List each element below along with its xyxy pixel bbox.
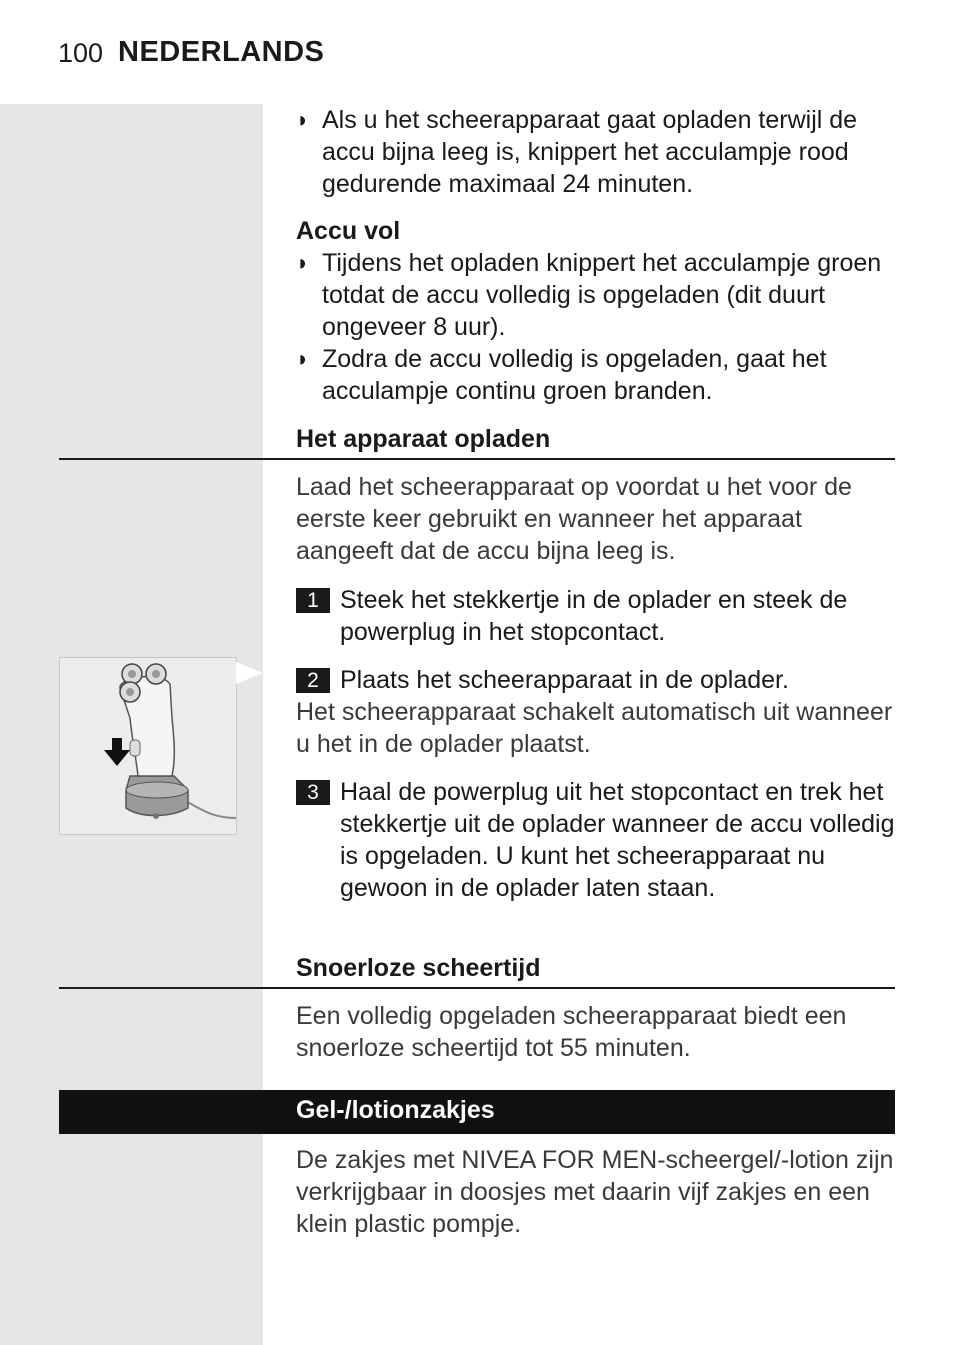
step-text: Steek het stekkertje in de oplader en steek de powerplug in het stopcontact. [340,586,848,646]
step-note: Het scheerapparaat schakelt automatisch uit wanneer u het in de oplader plaatst. [296,698,893,758]
bullet-text: Zodra de accu volledig is opgeladen, gaat het acculampje continu groen branden. [322,345,827,405]
gel-text: De zakjes met NIVEA FOR MEN-scheergel/-lotion zijn verkrijgbaar in doosjes met daarin vijf zakjes en een klein plastic pompje. [296,1146,894,1238]
top-bullet-block [296,104,896,200]
step-number-badge: 1 [296,588,330,613]
bullet-triangle-icon: ◗ [296,107,310,132]
bullet-text: Tijdens het opladen knippert het acculampje groen totdat de accu volledig is opgeladen (dit duurt ongeveer 8 uur). [322,249,882,341]
snoerloze-text: Een volledig opgeladen scheerapparaat biedt een snoerloze scheertijd tot 55 minuten. [296,1002,847,1062]
bullet-item [296,247,896,343]
step-1 [296,584,896,648]
step-text: Plaats het scheerapparaat in de oplader. [340,666,789,694]
bullet-item [296,343,896,407]
shaver-in-charger-illustration [59,657,237,835]
accu-vol-section [296,215,896,407]
opladen-heading: Het apparaat opladen [296,425,551,453]
step-number-badge: 3 [296,780,330,805]
gel-heading-bar [59,1090,895,1134]
step-number-badge: 2 [296,668,330,693]
figure-pointer [236,662,263,684]
bullet-triangle-icon: ◗ [296,250,310,275]
page-number: 100 [58,38,104,68]
shaver-illustration-svg [60,658,236,834]
gel-heading: Gel-/lotionzakjes [296,1096,495,1124]
section-divider [59,987,895,989]
section-divider [59,458,895,460]
opladen-intro: Laad het scheerapparaat op voordat u het voor de eerste keer gebruikt en wanneer het apparaat aangeeft dat de accu bijna leeg is. [296,473,852,565]
snoerloze-heading: Snoerloze scheertijd [296,954,541,982]
accu-vol-heading: Accu vol [296,217,401,245]
step-3 [296,776,896,904]
section-language-title: NEDERLANDS [118,36,325,68]
bullet-item [296,104,896,200]
bullet-triangle-icon: ◗ [296,346,310,371]
bullet-text: Als u het scheerapparaat gaat opladen terwijl de accu bijna leeg is, knippert het acculampje rood gedurende maximaal 24 minuten. [322,106,858,198]
step-2 [296,664,896,760]
step-text: Haal de powerplug uit het stopcontact en trek het stekkertje uit de oplader wanneer de accu volledig is opgeladen. U kunt het scheerapparaat nu gewoon in de oplader laten staan. [340,778,895,902]
